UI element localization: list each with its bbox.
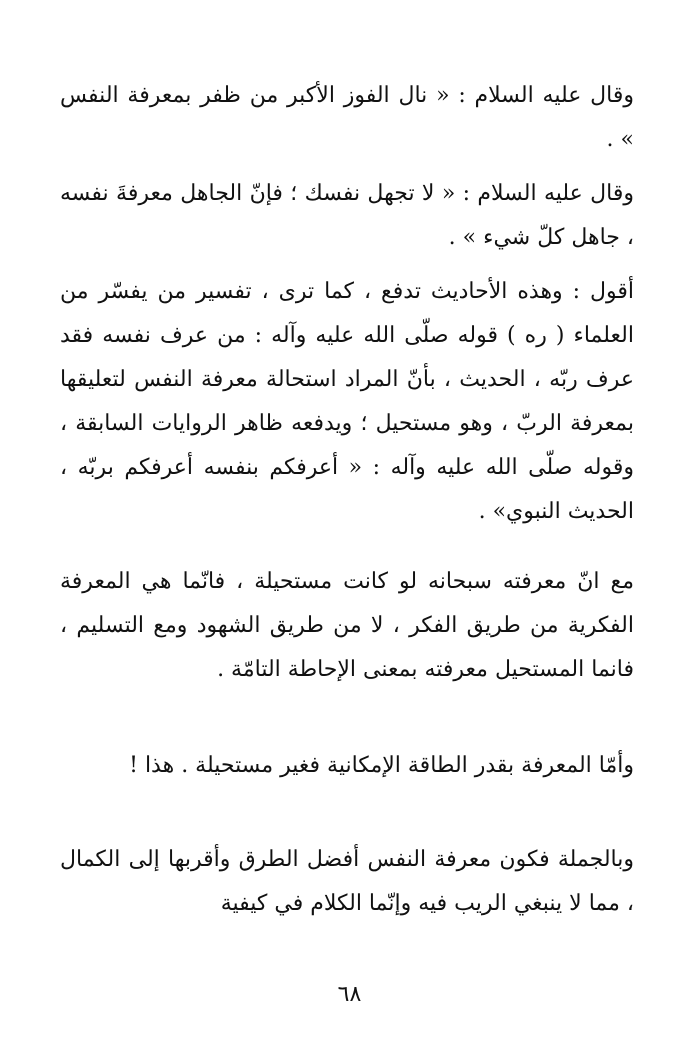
page-number: ٦٨ (337, 982, 362, 1007)
paragraph-commentary: أقول : وهذه الأحاديث تدفع ، كما ترى ، تفسير من يفسّر من العلماء ( ره ) قوله صلّى الله عليه وآله : من عرف نفسه فقد عرف ربّه ، الحديث ، بأنّ المراد استحالة معرفة النفس لتعليقها بمعرفة الربّ ، وهو مستحيل ؛ ويدفعه ظاهر الروايات السابقة ، وقوله صلّى الله عليه وآله : « أعرفكم بنفسه أعرفكم بربّه ، الحديث النبوي» . (60, 279, 634, 524)
paragraph-conclusion: وبالجملة فكون معرفة النفس أفضل الطرق وأقربها إلى الكمال ، مما لا ينبغي الريب فيه وإنّما الكلام في كيفية (60, 847, 634, 916)
paragraph-impossibility: مع انّ معرفته سبحانه لو كانت مستحيلة ، فانّما هي المعرفة الفكرية من طريق الفكر ، لا من طريق الشهود ومع التسليم ، فانما المستحيل معرفته بمعنى الإحاطة التامّة . (60, 569, 634, 682)
paragraph-hadith-2: وقال عليه السلام : « لا تجهل نفسك ؛ فإنّ الجاهل معرفةَ نفسه ، جاهل كلّ شيء » . (60, 181, 634, 250)
paragraph-capacity: وأمّا المعرفة بقدر الطاقة الإمكانية فغير مستحيلة . هذا ! (129, 753, 634, 778)
paragraph-hadith-1: وقال عليه السلام : « نال الفوز الأكبر من ظفر بمعرفة النفس » . (60, 83, 634, 152)
